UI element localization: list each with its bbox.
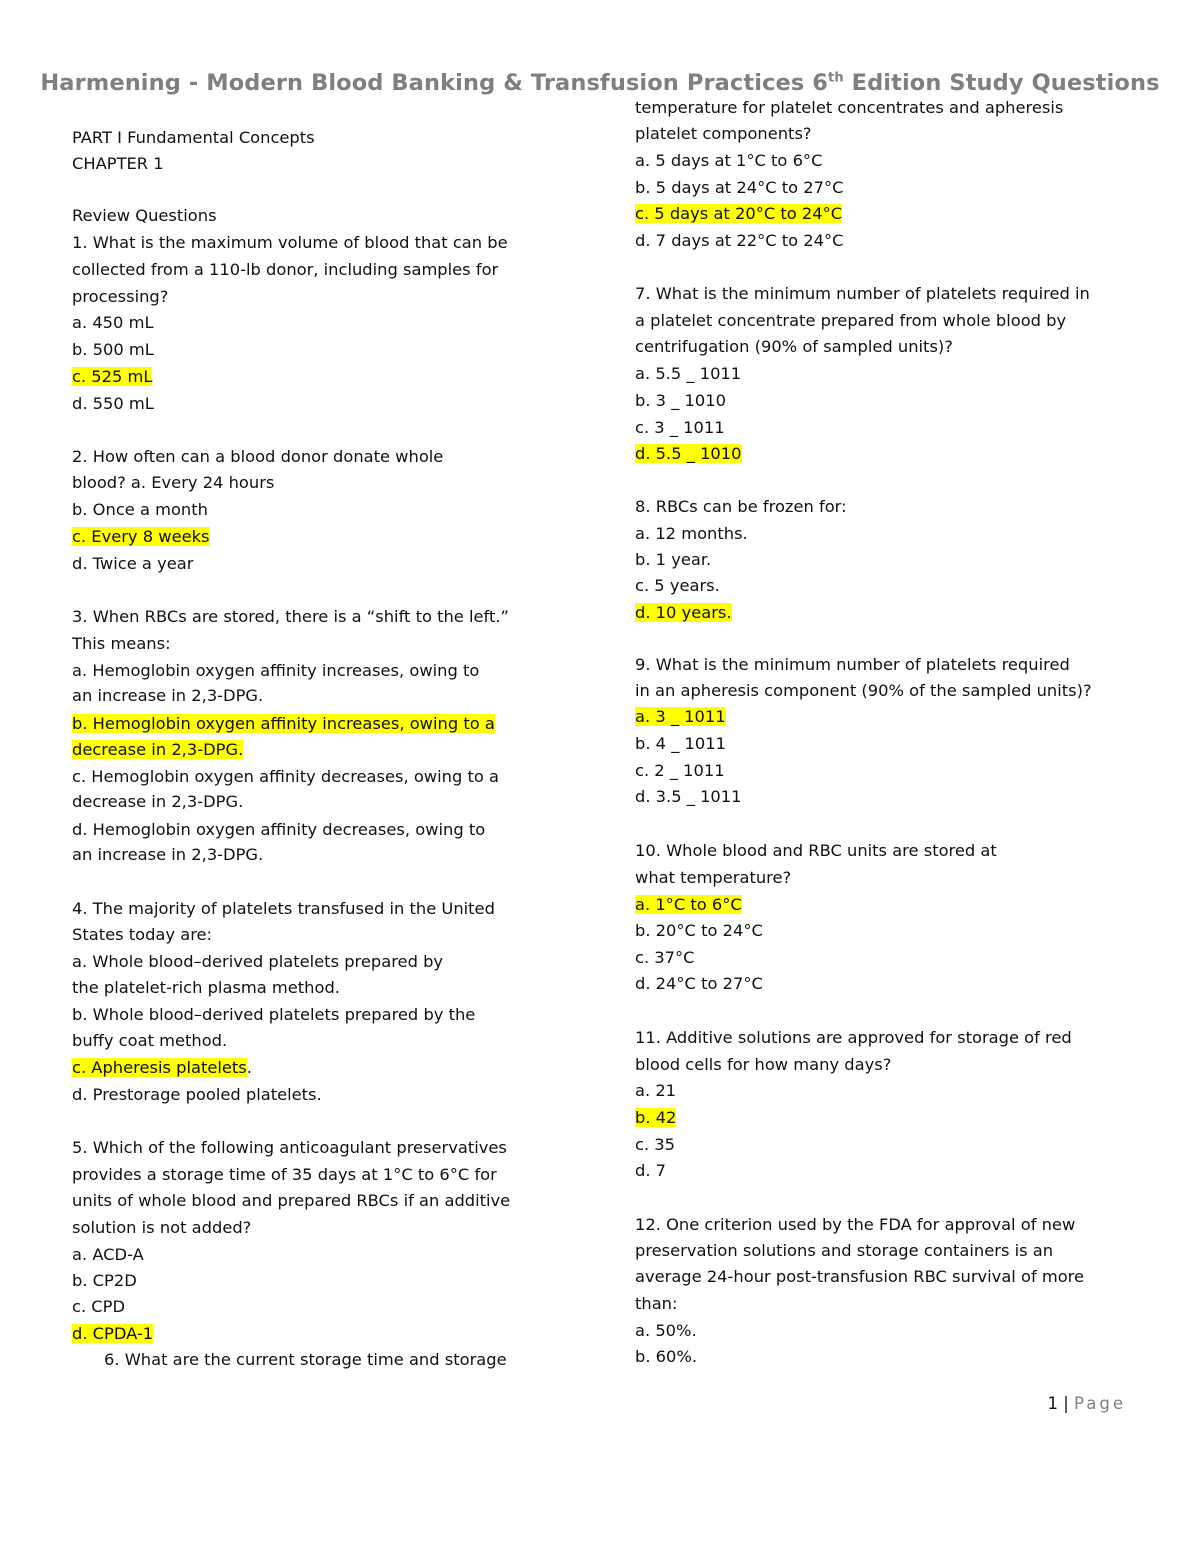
right-column — [635, 0, 1155, 1400]
text-line — [72, 818, 485, 842]
line-text: c. 35 — [635, 1135, 676, 1154]
line-text: c. 2 _ 1011 — [635, 761, 725, 780]
highlighted-answer: d. 5.5 _ 1010 — [635, 444, 742, 463]
line-text: Review Questions — [72, 206, 217, 225]
text-line — [72, 445, 443, 469]
line-text: d. 7 — [635, 1161, 667, 1180]
line-text: temperature for platelet concentrates and apheresis — [635, 98, 1064, 117]
page-separator: | — [1063, 1394, 1069, 1413]
text-line — [635, 416, 725, 440]
text-line — [635, 1213, 1075, 1237]
line-text: a. 21 — [635, 1081, 677, 1100]
text-line — [635, 1292, 677, 1316]
line-tail: . — [246, 1058, 252, 1077]
highlighted-answer: d. 10 years. — [635, 603, 732, 622]
text-line — [72, 923, 212, 947]
line-text: 2. How often can a blood donor donate whole — [72, 447, 444, 466]
text-line — [72, 1243, 144, 1267]
text-line — [72, 738, 243, 762]
highlighted-answer: b. Hemoglobin oxygen affinity increases, owing to a — [72, 714, 495, 733]
text-line — [635, 574, 720, 598]
text-line — [72, 976, 340, 1000]
text-line — [635, 1265, 1084, 1289]
text-line — [635, 919, 763, 943]
line-text: blood? a. Every 24 hours — [72, 473, 275, 492]
title-superscript: th — [828, 70, 844, 86]
line-text: a. ACD-A — [72, 1245, 144, 1264]
text-line — [635, 946, 695, 970]
text-line — [72, 525, 210, 549]
line-text: than: — [635, 1294, 678, 1313]
text-line — [72, 684, 263, 708]
left-column — [72, 0, 572, 1400]
line-text: b. Once a month — [72, 500, 208, 519]
text-line — [635, 759, 725, 783]
text-line — [72, 790, 243, 814]
text-line — [72, 1163, 497, 1187]
line-text: b. 500 mL — [72, 340, 154, 359]
highlighted-answer: a. 3 _ 1011 — [635, 707, 726, 726]
text-line — [104, 1348, 507, 1372]
line-text: c. Hemoglobin oxygen affinity decreases, owing to a — [72, 767, 499, 786]
text-line — [72, 712, 495, 736]
line-text: CHAPTER 1 — [72, 154, 164, 173]
text-line — [72, 552, 193, 576]
line-text: d. 3.5 _ 1011 — [635, 787, 742, 806]
text-line — [635, 495, 847, 519]
text-line — [72, 311, 154, 335]
text-line — [72, 950, 443, 974]
text-line — [635, 785, 742, 809]
line-text: average 24-hour post-transfusion RBC survival of more — [635, 1267, 1085, 1286]
line-text: 5. Which of the following anticoagulant preservatives — [72, 1138, 507, 1157]
line-text: decrease in 2,3-DPG. — [72, 792, 244, 811]
line-text: 3. When RBCs are stored, there is a “shift to the left.” — [72, 607, 509, 626]
text-line — [72, 285, 168, 309]
line-text: 8. RBCs can be frozen for: — [635, 497, 847, 516]
line-text: 12. One criterion used by the FDA for approval of new — [635, 1215, 1076, 1234]
line-text: b. 1 year. — [635, 550, 712, 569]
text-line — [72, 1003, 475, 1027]
text-line — [72, 338, 154, 362]
text-line — [72, 258, 498, 282]
line-text: c. 5 years. — [635, 576, 720, 595]
line-text: 6. What are the current storage time and storage — [104, 1350, 507, 1369]
line-text: States today are: — [72, 925, 213, 944]
line-text: d. Prestorage pooled platelets. — [72, 1085, 322, 1104]
title-rest: Edition Study Questions — [843, 70, 1160, 96]
line-text: an increase in 2,3-DPG. — [72, 686, 264, 705]
text-line — [635, 442, 742, 466]
highlighted-answer: c. Every 8 weeks — [72, 527, 210, 546]
line-text: c. 3 _ 1011 — [635, 418, 725, 437]
line-text: platelet components? — [635, 124, 812, 143]
line-text: b. 60%. — [635, 1347, 698, 1366]
line-text: a. 50%. — [635, 1321, 697, 1340]
text-line — [635, 1079, 676, 1103]
text-line — [72, 765, 499, 789]
text-line — [72, 1216, 251, 1240]
line-text: 9. What is the minimum number of platelets required — [635, 655, 1070, 674]
text-line — [72, 897, 495, 921]
text-line — [635, 149, 822, 173]
line-text: d. Hemoglobin oxygen affinity decreases, owing to — [72, 820, 486, 839]
text-line — [635, 1053, 891, 1077]
text-line — [635, 548, 711, 572]
text-line — [635, 309, 1066, 333]
text-line — [635, 601, 732, 625]
text-line — [72, 1056, 252, 1080]
line-text: 11. Additive solutions are approved for storage of red — [635, 1028, 1072, 1047]
text-line — [635, 96, 1063, 120]
line-text: b. 4 _ 1011 — [635, 734, 726, 753]
line-text: 1. What is the maximum volume of blood that can be — [72, 233, 508, 252]
line-text: b. 20°C to 24°C — [635, 921, 763, 940]
text-line — [72, 1322, 153, 1346]
line-text: in an apheresis component (90% of the sampled units)? — [635, 681, 1092, 700]
line-text: b. 5 days at 24°C to 27°C — [635, 178, 844, 197]
line-text: centrifugation (90% of sampled units)? — [635, 337, 953, 356]
page-footer — [1047, 1394, 1126, 1413]
line-text: PART I Fundamental Concepts — [72, 128, 315, 147]
text-line — [635, 522, 748, 546]
line-text: c. 37°C — [635, 948, 695, 967]
line-text: blood cells for how many days? — [635, 1055, 892, 1074]
line-text: the platelet-rich plasma method. — [72, 978, 340, 997]
line-text: c. CPD — [72, 1297, 126, 1316]
text-line — [635, 1159, 666, 1183]
text-line — [635, 389, 726, 413]
highlighted-answer: d. CPDA-1 — [72, 1324, 154, 1343]
text-line — [635, 705, 726, 729]
text-line — [635, 1345, 697, 1369]
line-text: provides a storage time of 35 days at 1°C to 6°C for — [72, 1165, 497, 1184]
text-line — [635, 866, 791, 890]
text-line — [72, 1083, 322, 1107]
text-line — [72, 1189, 510, 1213]
line-text: a. 450 mL — [72, 313, 154, 332]
text-line — [72, 231, 508, 255]
text-line — [72, 126, 315, 150]
highlighted-answer: c. 525 mL — [72, 367, 153, 386]
text-line — [635, 1106, 676, 1130]
text-line — [635, 282, 1090, 306]
line-text: a platelet concentrate prepared from whole blood by — [635, 311, 1067, 330]
line-text: b. 3 _ 1010 — [635, 391, 726, 410]
text-line — [635, 732, 726, 756]
line-text: solution is not added? — [72, 1218, 252, 1237]
highlighted-answer: decrease in 2,3-DPG. — [72, 740, 244, 759]
title-main: Harmening - Modern Blood Banking & Transfusion Practices 6 — [40, 70, 829, 96]
line-text: d. Twice a year — [72, 554, 194, 573]
text-line — [635, 972, 763, 996]
text-line — [72, 1269, 137, 1293]
text-line — [72, 605, 509, 629]
text-line — [635, 893, 742, 917]
highlighted-answer: a. 1°C to 6°C — [635, 895, 742, 914]
highlighted-answer: c. 5 days at 20°C to 24°C — [635, 204, 843, 223]
line-text: d. 7 days at 22°C to 24°C — [635, 231, 844, 250]
text-line — [72, 471, 274, 495]
highlighted-answer: c. Apheresis platelets — [72, 1058, 247, 1077]
text-line — [635, 362, 741, 386]
highlighted-answer: b. 42 — [635, 1108, 677, 1127]
line-text: a. Hemoglobin oxygen affinity increases, owing to — [72, 661, 480, 680]
line-text: a. 12 months. — [635, 524, 748, 543]
line-text: buffy coat method. — [72, 1031, 228, 1050]
line-text: preservation solutions and storage containers is an — [635, 1241, 1054, 1260]
text-line — [635, 229, 844, 253]
text-line — [635, 839, 997, 863]
text-line — [72, 632, 171, 656]
line-text: an increase in 2,3-DPG. — [72, 845, 264, 864]
line-text: a. 5 days at 1°C to 6°C — [635, 151, 823, 170]
page-number: 1 — [1047, 1394, 1058, 1413]
text-line — [72, 204, 217, 228]
line-text: processing? — [72, 287, 169, 306]
line-text: This means: — [72, 634, 171, 653]
line-text: b. Whole blood–derived platelets prepared by the — [72, 1005, 476, 1024]
text-line — [635, 1133, 675, 1157]
line-text: 10. Whole blood and RBC units are stored at — [635, 841, 997, 860]
line-text: d. 24°C to 27°C — [635, 974, 763, 993]
line-text: what temperature? — [635, 868, 792, 887]
line-text: b. CP2D — [72, 1271, 137, 1290]
text-line — [72, 1136, 507, 1160]
text-line — [635, 653, 1070, 677]
line-text: a. 5.5 _ 1011 — [635, 364, 742, 383]
text-line — [635, 679, 1092, 703]
line-text: d. 550 mL — [72, 394, 154, 413]
text-line — [635, 1319, 697, 1343]
text-line — [72, 1295, 125, 1319]
text-line — [635, 176, 844, 200]
text-line — [635, 1026, 1072, 1050]
text-line — [72, 843, 263, 867]
page-label: Page — [1074, 1394, 1126, 1413]
text-line — [72, 152, 164, 176]
text-line — [72, 498, 208, 522]
text-line — [72, 1029, 227, 1053]
text-line — [635, 1239, 1053, 1263]
line-text: units of whole blood and prepared RBCs if an additive — [72, 1191, 511, 1210]
line-text: 7. What is the minimum number of platelets required in — [635, 284, 1090, 303]
line-text: a. Whole blood–derived platelets prepared by — [72, 952, 444, 971]
text-line — [72, 365, 152, 389]
text-line — [72, 659, 479, 683]
line-text: collected from a 110-lb donor, including samples for — [72, 260, 499, 279]
text-line — [635, 335, 953, 359]
text-line — [72, 392, 154, 416]
line-text: 4. The majority of platelets transfused in the United — [72, 899, 495, 918]
text-line — [635, 202, 842, 226]
text-line — [635, 122, 812, 146]
